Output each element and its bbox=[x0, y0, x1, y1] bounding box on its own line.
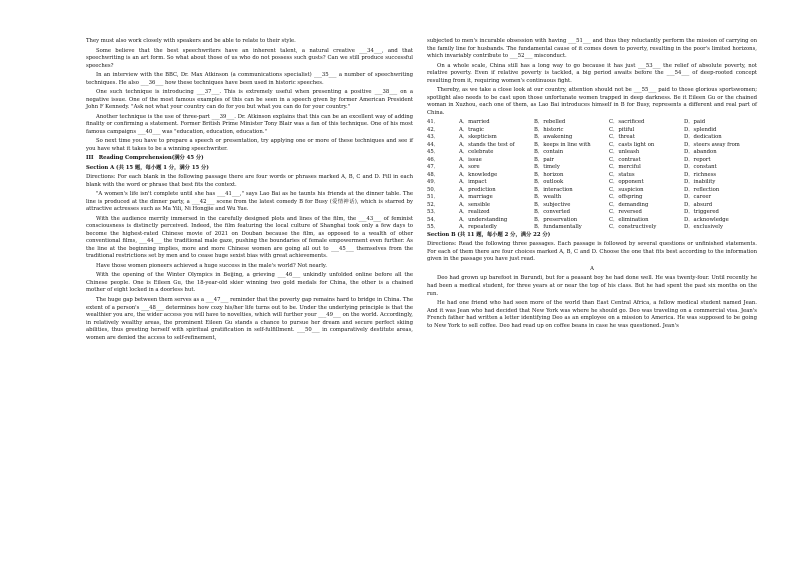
option-row bbox=[427, 149, 757, 157]
option-d: D．report bbox=[684, 156, 711, 163]
option-d: D．triggered bbox=[684, 209, 719, 216]
option-b: B．fundamentally bbox=[534, 224, 582, 231]
option-a: A．skepticism bbox=[459, 134, 497, 141]
option-d: D．exclusively bbox=[684, 224, 723, 231]
option-c: C．elimination bbox=[609, 216, 649, 223]
option-d: D．dedication bbox=[684, 134, 722, 141]
option-c: C．casts light on bbox=[609, 141, 655, 148]
option-a: A．tragic bbox=[459, 126, 484, 133]
section-heading: Section A (共 15 题，每小题 1 分，满分 15 分) bbox=[86, 164, 209, 171]
paragraph: One such technique is introducing ___37___. This is extremely useful when presenting a positive ___38___ on a negative issue. One of the most famous examples of this can be seen in a speech given by former American President John F Kennedy. "Ask not what your country can do for you but what you can do for your country." bbox=[86, 89, 413, 111]
option-row bbox=[427, 194, 757, 202]
option-c: C．suspicion bbox=[609, 186, 644, 193]
option-a: A．celebrate bbox=[459, 149, 494, 156]
question-number: 49． bbox=[427, 179, 440, 186]
option-b: B．outlook bbox=[534, 179, 564, 186]
option-b: B．subjective bbox=[534, 201, 571, 208]
paragraph: They must also work closely with speakers and be able to relate to their style. bbox=[86, 38, 296, 44]
option-a: A．impact bbox=[459, 179, 487, 186]
option-row bbox=[427, 209, 757, 217]
right-column bbox=[427, 38, 757, 332]
option-b: B．interaction bbox=[534, 186, 573, 193]
paragraph: In an interview with the BBC, Dr. Max Atkinson (a communications specialist) ___35___ a number of speechwriting techniques. He also ___36___ how these techniques have been used in historic speeches. bbox=[86, 72, 413, 86]
section-heading: III Reading Comprehension(满分 45 分) bbox=[86, 155, 204, 162]
question-number: 52． bbox=[427, 201, 440, 208]
option-b: B．rebelled bbox=[534, 119, 566, 126]
section-heading: Section B (共 11 题，每小题 2 分，满分 22 分) bbox=[427, 231, 551, 238]
option-a: A．marriage bbox=[459, 194, 493, 201]
paragraph: Some believe that the best speechwriters have an inherent talent, a natural creative ___34___, and that speechwriting is an art form. So what about those of us who do not possess such gusts? Can we still produce successful speeches? bbox=[86, 47, 413, 69]
option-c: C．sacrificed bbox=[609, 119, 645, 126]
paragraph: Another technique is the use of three-part ___39___. Dr. Atkinson explains that this can be an excellent way of adding finality or confirming a statement. Former British Prime Minister Tony Blair was a fan of this technique. One of his most famous campaigns ___40___ was "education, education, education." bbox=[86, 113, 413, 135]
option-c: C．demanding bbox=[609, 201, 649, 208]
option-c: C．threat bbox=[609, 134, 635, 141]
paragraph: He had one friend who had seen more of the world than East Central Africa, a fellow medical student named Jean. And it was Jean who had decided that New York was where he should go. Deo was traveling on a commercial visa. Jean's French father had written a letter identifying Deo as an employee on a mission to America. He was supposed to be going to New York to sell coffee. Deo had read up on coffee beans in case he was questioned. Jean's bbox=[427, 300, 757, 329]
option-b: B．pair bbox=[534, 156, 554, 163]
passage-label: A bbox=[590, 265, 594, 272]
option-d: D．absurd bbox=[684, 201, 713, 208]
option-d: D．steers away from bbox=[684, 141, 740, 148]
option-b: B．horizon bbox=[534, 171, 564, 178]
option-a: A．issue bbox=[459, 156, 482, 163]
option-b: B．converted bbox=[534, 209, 571, 216]
option-d: D．splendid bbox=[684, 126, 717, 133]
left-column bbox=[86, 38, 413, 344]
question-number: 43． bbox=[427, 134, 440, 141]
option-b: B．preservation bbox=[534, 216, 578, 223]
options-table bbox=[427, 119, 757, 232]
question-number: 45． bbox=[427, 149, 440, 156]
option-row bbox=[427, 119, 757, 127]
option-row bbox=[427, 127, 757, 135]
option-a: A．understanding bbox=[459, 216, 508, 223]
option-b: B．wealth bbox=[534, 194, 562, 201]
paragraph: So next time you have to prepare a speech or presentation, try applying one or more of these techniques and see if you have what it takes to be a winning speechwriter. bbox=[86, 138, 413, 152]
question-number: 48． bbox=[427, 171, 440, 178]
option-a: A．sensible bbox=[459, 201, 491, 208]
paragraph: "A women's life isn't complete until she has ___41___," says Lao Bai as he taunts his friends at the dinner table. The line is produced at the dinner party, a ___42___ scene from the latest comedy B for Busy (爱情神话), which is starred by attractive actresses such as Ma Yili, Ni Hongjie and Wu Yue. bbox=[86, 191, 413, 213]
question-number: 50． bbox=[427, 186, 440, 193]
option-c: C．opponent bbox=[609, 179, 644, 186]
option-b: B．timely bbox=[534, 164, 560, 171]
option-a: A．repeatedly bbox=[459, 224, 497, 231]
option-row bbox=[427, 164, 757, 172]
option-c: C．merciful bbox=[609, 164, 641, 171]
option-row bbox=[427, 202, 757, 210]
option-b: B．historic bbox=[534, 126, 564, 133]
option-d: D．abandon bbox=[684, 149, 717, 156]
paragraph: On a whole scale, China still has a long way to go because it has just ___53___ the relief of absolute poverty, not relative poverty. Even if relative poverty is tackled, a big period awaits before the ___54___ of deep-rooted concept resulting from it, requiring women's continuous fight. bbox=[427, 62, 757, 84]
option-c: C．status bbox=[609, 171, 635, 178]
directions: Directions: For each blank in the following passage there are four words or phrases marked A, B, C and D. Fill in each blank with the word or phrase that best fits the context. bbox=[86, 174, 413, 188]
question-number: 42． bbox=[427, 126, 440, 133]
paragraph: With the opening of the Winter Olympics in Beijing, a grieving ___46___ unkindly unfolded online before all the Chinese people. One is Eileen Gu, the 18-year-old skier winning two gold medals for China, the other is a chained mother of eight locked in a doorless hut. bbox=[86, 272, 413, 294]
option-row bbox=[427, 142, 757, 150]
paragraph: Have those women pioneers achieved a huge success in the male's world? Not nearly. bbox=[96, 262, 327, 269]
directions: Directions: Read the following three passages. Each passage is followed by several questions or unfinished statements. For each of them there are four choices marked A, B, C and D. Choose the one that fits best according to the information given in the passage you have just read. bbox=[427, 241, 757, 263]
option-d: D．career bbox=[684, 194, 712, 201]
option-row bbox=[427, 217, 757, 225]
option-row bbox=[427, 187, 757, 195]
paragraph: The huge gap between them serves as a ___47___ reminder that the poverty gap remains hard to bridge in China. The extent of a person's ___48___ determines how cozy his/her life turns out to be. Under the underlying principle is that the wealthier you are, the wider access you will have to novelties, which will further your ___49___ on the world. Accordingly, in relatively wealthy areas, the prominent Eileen Gu stands a chance to pursue her dream and secure perfect skiing abilities, thus greeting herself with spiritual gratification in self-fulfillment. ___50___ in comparatively destitute areas, women are denied the access to self-refinement, bbox=[86, 296, 413, 341]
question-number: 53． bbox=[427, 209, 440, 216]
option-d: D．paid bbox=[684, 119, 706, 126]
option-a: A．prediction bbox=[459, 186, 496, 193]
option-row bbox=[427, 224, 757, 232]
option-c: C．pitiful bbox=[609, 126, 635, 133]
option-row bbox=[427, 134, 757, 142]
option-row bbox=[427, 179, 757, 187]
option-a: A．realized bbox=[459, 209, 490, 216]
option-b: B．awakening bbox=[534, 134, 573, 141]
option-a: A．sore bbox=[459, 164, 480, 171]
option-c: C．constructively bbox=[609, 224, 657, 231]
question-number: 51． bbox=[427, 194, 440, 201]
question-number: 55． bbox=[427, 224, 440, 231]
question-number: 47． bbox=[427, 164, 440, 171]
option-d: D．constant bbox=[684, 164, 717, 171]
question-number: 54． bbox=[427, 216, 440, 223]
option-d: D．acknowledge bbox=[684, 216, 729, 223]
option-a: A．married bbox=[459, 119, 490, 126]
option-d: D．reflection bbox=[684, 186, 720, 193]
option-b: B．keeps in line with bbox=[534, 141, 591, 148]
option-c: C．reversed bbox=[609, 209, 642, 216]
option-c: C．unleash bbox=[609, 149, 640, 156]
paragraph: With the audience merrily immersed in the carefully designed plots and lines of the film, the ___43___ of feminist consciousness is distinctly perceived. Indeed, the film featuring the local culture of Shanghai took only a few days to become the highest-rated Chinese movie of 2021 on Douban because the film, as opposed to a wealth of other conventional films, ___44___ the traditional male gaze, pushing the boundaries of female empowerment even further. As the line at the beginning implies, more and more Chinese women are going all out to ___45___ themselves from the traditional restrictions set by men and to cease huge sexist bias with great achievements. bbox=[86, 215, 413, 260]
question-number: 44． bbox=[427, 141, 440, 148]
option-row bbox=[427, 172, 757, 180]
paragraph: subjected to men's incurable obsession with having ___51___ and thus they reluctantly perform the mission of carrying on the family line for husbands. The fundamental cause of it comes down to poverty, resulting in the poor's limited horizons, which invariably contribute to ___52___ misconduct. bbox=[427, 38, 757, 60]
paragraph: Thereby, as we take a close look at our country, attention should not be ___55___ paid to those glorious sportswomen; spotlight also needs to be cast upon those unfortunate women trapped in deep darkness. Be it Eileen Gu or the chained woman in Xuzhou, each one of them, as Lao Bai introduces himself in B for Busy, represents a different and real part of China. bbox=[427, 87, 757, 116]
option-a: A．knowledge bbox=[459, 171, 498, 178]
question-number: 46． bbox=[427, 156, 440, 163]
option-b: B．contain bbox=[534, 149, 564, 156]
option-d: D．richness bbox=[684, 171, 717, 178]
option-d: D．inability bbox=[684, 179, 716, 186]
paragraph: Deo had grown up barefoot in Burundi, but for a peasant boy he had done well. He was twenty-four. Until recently he had been a medical student, for three years at or near the top of his class. But he had spent the past six months on the run. bbox=[427, 275, 757, 297]
option-c: C．offspring bbox=[609, 194, 643, 201]
question-number: 41． bbox=[427, 119, 440, 126]
option-c: C．contrast bbox=[609, 156, 641, 163]
option-a: A．stands the test of bbox=[459, 141, 515, 148]
option-row bbox=[427, 157, 757, 165]
